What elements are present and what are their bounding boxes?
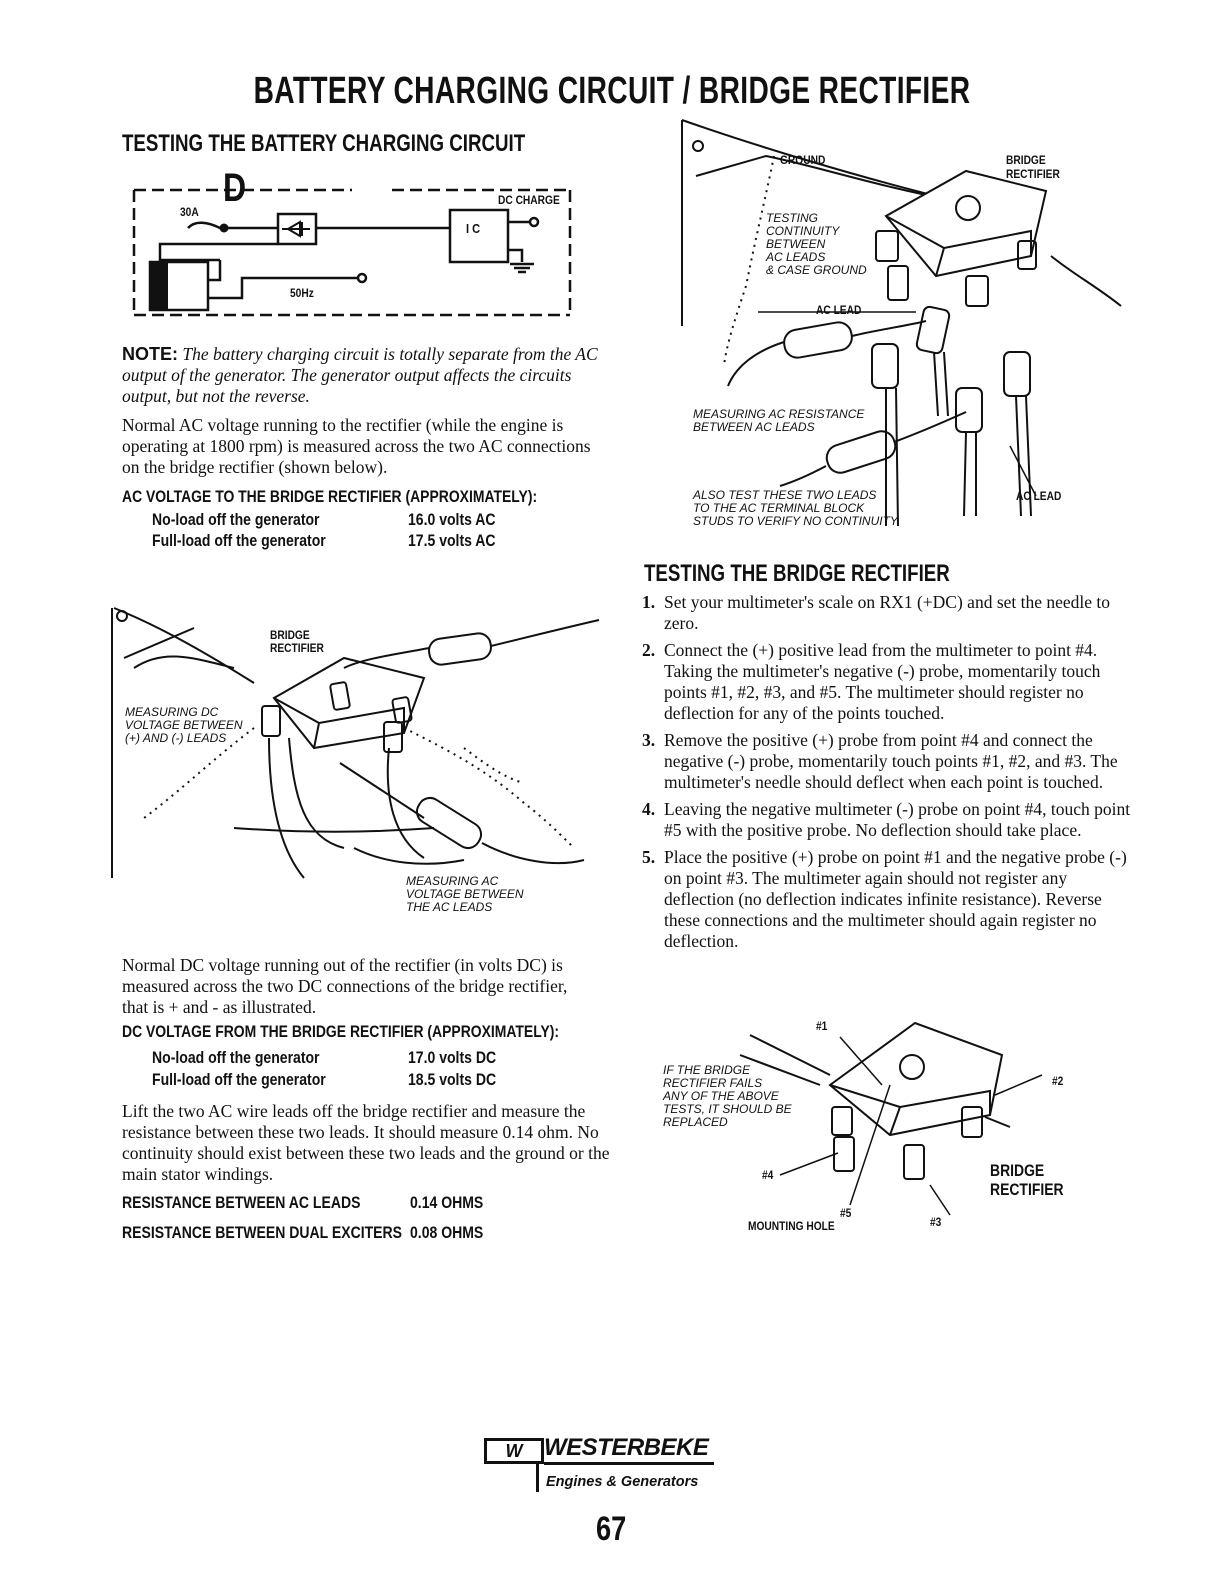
ac-voltage-paragraph: Normal AC voltage running to the rectifier (while the engine is operating at 1800 rpm) is measured across the two AC connections on the bridge rectifier (shown below). xyxy=(122,415,591,477)
resistance-row-value: 0.14 OHMS xyxy=(410,1194,484,1212)
dc-row-label: Full-load off the generator xyxy=(152,1071,326,1089)
list-item: 3. Remove the positive (+) probe from point #4 and connect the negative (-) probe, momentarily touch points #1, #2, and #3. The multimeter's needle should deflect when each point is touched. xyxy=(642,730,1118,792)
measuring-voltage-illustration xyxy=(104,598,604,898)
brand-tagline: Engines & Generators xyxy=(546,1474,699,1490)
fig1-label-ac-lead: AC LEAD xyxy=(816,303,862,317)
fig3-label-bridge: BRIDGE xyxy=(990,1161,1045,1180)
fig1-also-test-line: ALSO TEST THESE TWO LEADS xyxy=(693,488,877,502)
resistance-row-label: RESISTANCE BETWEEN AC LEADS xyxy=(122,1194,361,1212)
fig1-label-ground: GROUND xyxy=(780,153,826,167)
page-number: 67 xyxy=(596,1510,627,1548)
note-paragraph xyxy=(122,344,612,407)
list-item: 5. Place the positive (+) probe on point #1 and the negative probe (-) on point #3. The multimeter again should not register any deflection (no deflection indicates infinite resistance). Reverse these connections and the multimeter should again register no deflection. xyxy=(642,847,1127,951)
westerbeke-logo-icon: W xyxy=(484,1438,544,1464)
list-item: 2. Connect the (+) positive lead from the multimeter to point #4. Taking the multimeter's negative (-) probe, momentarily touch points #1, #2, #3, and #5. The multimeter should register no deflection for any of the points touched. xyxy=(642,640,1101,723)
test-steps-list xyxy=(642,592,1132,958)
fig1-also-test-line: STUDS TO VERIFY NO CONTINUITY xyxy=(693,514,898,528)
fig2-measuring-ac-line: VOLTAGE BETWEEN xyxy=(406,887,524,901)
fig1-testing-line: CONTINUITY xyxy=(766,224,840,238)
ac-row-label: No-load off the generator xyxy=(152,511,320,529)
section-heading-bridge-rectifier: TESTING THE BRIDGE RECTIFIER xyxy=(644,560,950,587)
fig2-label-bridge: BRIDGE xyxy=(270,628,310,642)
page-title: BATTERY CHARGING CIRCUIT / BRIDGE RECTIFIER xyxy=(253,70,971,112)
section-heading-charging-circuit: TESTING THE BATTERY CHARGING CIRCUIT xyxy=(122,130,526,157)
fig3-label-point-3: #3 xyxy=(930,1215,942,1229)
fig3-label-point-5: #5 xyxy=(840,1206,852,1220)
dc-voltage-paragraph: Normal DC voltage running out of the rectifier (in volts DC) is measured across the two DC connections of the bridge rectifier, that is + and - as illustrated. xyxy=(122,955,568,1017)
dc-row-label: No-load off the generator xyxy=(152,1049,320,1067)
fig3-fails-line: TESTS, IT SHOULD BE xyxy=(663,1102,792,1116)
fig1-testing-line: & CASE GROUND xyxy=(766,263,867,277)
fig1-label-bridge: BRIDGE xyxy=(1006,153,1046,167)
fig2-measuring-ac-line: MEASURING AC xyxy=(406,874,499,888)
note-text: The battery charging circuit is totally separate from the AC output of the generator. The generator output affects the circuits output, but not the reverse. xyxy=(122,344,598,406)
list-item: 4. Leaving the negative multimeter (-) probe on point #4, touch point #5 with the positive probe. No deflection should take place. xyxy=(642,799,1131,840)
diagram-label-d: D xyxy=(223,166,247,210)
fig3-label-point-2: #2 xyxy=(1052,1074,1064,1088)
resistance-paragraph: Lift the two AC wire leads off the bridge rectifier and measure the resistance between these two leads. It should measure 0.14 ohm. No continuity should exist between these two leads and the ground or the main stator windings. xyxy=(122,1101,610,1184)
fig2-measuring-ac-line: THE AC LEADS xyxy=(406,900,493,914)
fig3-fails-line: ANY OF THE ABOVE xyxy=(663,1089,779,1103)
dc-voltage-heading: DC VOLTAGE FROM THE BRIDGE RECTIFIER (APPROXIMATELY): xyxy=(122,1022,560,1041)
resistance-row-value: 0.08 OHMS xyxy=(410,1224,484,1242)
fig3-label-point-4: #4 xyxy=(762,1168,774,1182)
diagram-label-50hz: 50Hz xyxy=(290,286,314,300)
fig1-measuring-line: MEASURING AC RESISTANCE xyxy=(693,407,865,421)
fig1-also-test-line: TO THE AC TERMINAL BLOCK xyxy=(693,501,865,515)
fig3-label-point-1: #1 xyxy=(816,1019,828,1033)
fig1-label-rectifier: RECTIFIER xyxy=(1006,167,1060,181)
fig1-testing-line: TESTING xyxy=(766,211,819,225)
ac-row-value: 16.0 volts AC xyxy=(408,511,496,529)
diagram-label-ic: I C xyxy=(466,221,481,236)
fig2-measuring-dc-line: VOLTAGE BETWEEN xyxy=(125,718,243,732)
fig3-fails-line: RECTIFIER FAILS xyxy=(663,1076,763,1090)
note-label: NOTE: xyxy=(122,344,178,364)
fig2-measuring-dc-line: MEASURING DC xyxy=(125,705,219,719)
list-item: 1. Set your multimeter's scale on RX1 (+DC) and set the needle to zero. xyxy=(642,592,1111,633)
diagram-label-30a: 30A xyxy=(180,205,199,219)
ac-row-label: Full-load off the generator xyxy=(152,532,326,550)
fig3-fails-line: REPLACED xyxy=(663,1115,728,1129)
ac-row-value: 17.5 volts AC xyxy=(408,532,496,550)
fig3-label-rectifier: RECTIFIER xyxy=(990,1180,1064,1199)
fig3-fails-line: IF THE BRIDGE xyxy=(663,1063,751,1077)
ac-voltage-heading: AC VOLTAGE TO THE BRIDGE RECTIFIER (APPROXIMATELY): xyxy=(122,487,538,506)
fig1-label-ac-lead-right: AC LEAD xyxy=(1016,489,1062,503)
dc-row-value: 17.0 volts DC xyxy=(408,1049,497,1067)
fig1-testing-line: BETWEEN xyxy=(766,237,826,251)
fig2-label-rectifier: RECTIFIER xyxy=(270,641,324,655)
diagram-label-dc-charge: DC CHARGE xyxy=(498,193,560,207)
logo-divider xyxy=(536,1464,539,1492)
fig1-testing-line: AC LEADS xyxy=(766,250,826,264)
fig2-measuring-dc-line: (+) AND (-) LEADS xyxy=(125,731,227,745)
brand-name: WESTERBEKE xyxy=(544,1434,714,1465)
fig1-measuring-line: BETWEEN AC LEADS xyxy=(693,420,815,434)
resistance-row-label: RESISTANCE BETWEEN DUAL EXCITERS xyxy=(122,1224,403,1242)
dc-row-value: 18.5 volts DC xyxy=(408,1071,497,1089)
fig3-label-mounting-hole: MOUNTING HOLE xyxy=(748,1219,835,1233)
